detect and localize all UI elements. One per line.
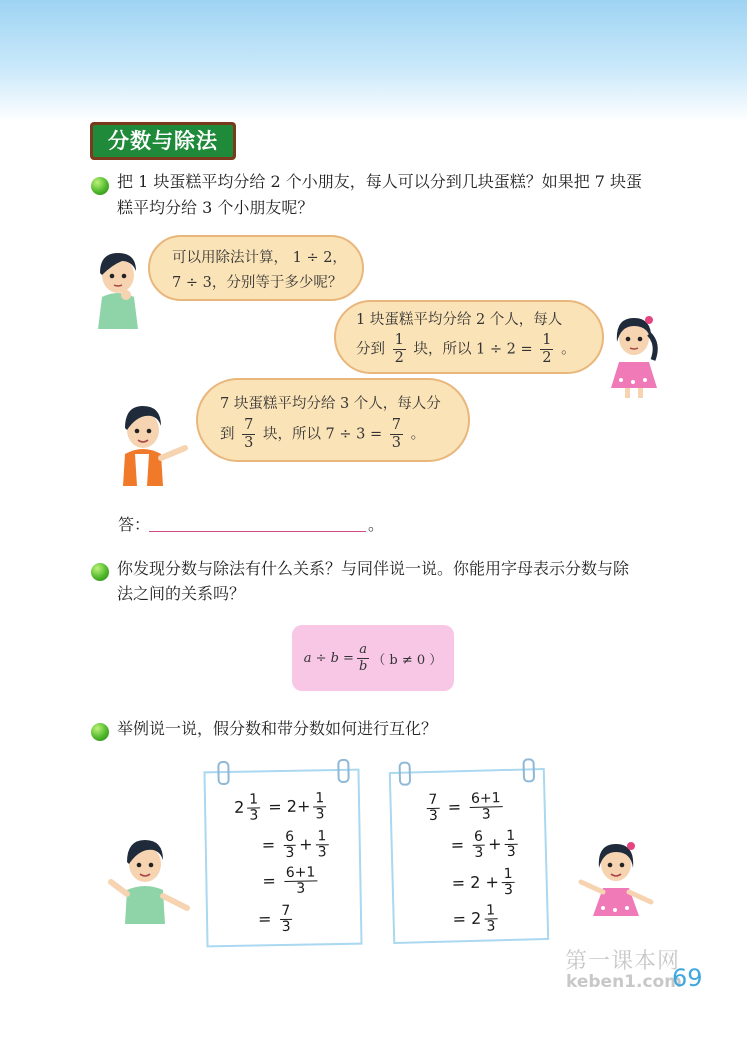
answer-label: 答：: [118, 515, 151, 534]
note-paper-right: [389, 768, 549, 944]
fraction-numerator: 1: [501, 867, 514, 883]
fraction: [501, 867, 515, 898]
watermark-url: keben1.com: [566, 972, 682, 992]
formula-fraction: [357, 642, 369, 675]
bubble2-line2: [356, 332, 576, 367]
question2-line1: 你发现分数与除法有什么关系？与同伴说一说。你能用字母表示分数与除: [117, 559, 630, 578]
boy-thinking-icon: [88, 245, 148, 329]
note-left-row1: [234, 791, 330, 824]
fraction: [283, 830, 296, 861]
fraction: [469, 791, 503, 823]
section-title-board: [90, 122, 236, 160]
fraction: [313, 791, 326, 822]
bubble3-line1: 7 块蛋糕平均分给 3 个人，每人分: [220, 396, 441, 412]
fraction-numerator: 1: [484, 903, 497, 919]
bubble3-pre: 到: [220, 426, 235, 443]
page-number: 69: [672, 964, 703, 992]
fraction-numerator: 7: [244, 417, 254, 433]
note-right-row4: [452, 903, 500, 935]
fraction-numerator: 1: [315, 829, 328, 845]
header-sky-band: [0, 0, 747, 122]
equals-sign: =: [268, 797, 282, 817]
fraction: [279, 904, 292, 935]
mixed-whole: 2: [470, 908, 482, 928]
fraction-denominator: 3: [296, 880, 306, 897]
note-left-row3: [262, 865, 321, 897]
fraction-denominator: 3: [503, 881, 514, 899]
bubble2-end: 。: [561, 341, 576, 358]
speech-bubble-3: [196, 378, 470, 462]
whole-plus: 2 +: [469, 872, 500, 892]
question2-line2: 法之间的关系吗？: [117, 584, 246, 603]
fraction-numerator: 1: [313, 791, 326, 807]
mixed-whole: 2: [233, 797, 245, 817]
fraction-numerator: 6: [283, 830, 296, 846]
fraction: [284, 865, 318, 897]
formula-denominator: b: [358, 658, 368, 674]
paperclip-icon: [217, 761, 229, 785]
equals-sign: =: [452, 909, 467, 929]
bullet-icon: [91, 723, 109, 741]
question1-line1: 把 1 块蛋糕平均分给 2 个小朋友，每人可以分到几块蛋糕？如果把 7 块蛋: [117, 172, 643, 191]
bullet-icon: [91, 563, 109, 581]
bubble2-fraction: [393, 332, 406, 367]
plus-sign: +: [299, 834, 313, 854]
bubble1-line1: 可以用除法计算， 1 ÷ 2，: [172, 250, 347, 266]
equals-sign: =: [261, 835, 276, 855]
bubble3-line2: [220, 417, 425, 452]
question1-line2: 糕平均分给 3 个小朋友呢？: [117, 198, 314, 217]
bubble3-mid: 块，所以 7 ÷ 3 =: [262, 426, 383, 443]
formula-numerator: a: [359, 641, 367, 657]
paperclip-icon: [337, 759, 349, 783]
fraction-numerator: 6+1: [284, 865, 318, 882]
speech-bubble-1: [148, 235, 364, 301]
fraction-denominator: 3: [285, 844, 295, 861]
girl-thinking-icon: [603, 308, 665, 400]
formula-left: a ÷ b =: [303, 650, 354, 666]
fraction: [426, 793, 440, 824]
fraction-numerator: 7: [426, 793, 439, 809]
fraction-denominator: 3: [428, 807, 439, 825]
fraction-numerator: 7: [279, 904, 292, 920]
fraction-denominator: 3: [317, 844, 327, 861]
bubble3-fraction-result: [390, 417, 403, 452]
fraction-numerator: 1: [394, 332, 404, 348]
fraction-denominator: 3: [249, 807, 259, 824]
section-title: 分数与除法: [93, 125, 233, 157]
answer-blank-line[interactable]: [149, 531, 366, 532]
fraction-denominator: 3: [506, 843, 516, 861]
speech-bubble-2: [334, 300, 604, 374]
note-right-row3: [451, 867, 518, 900]
bullet-icon: [91, 177, 109, 195]
fraction-denominator: 2: [394, 350, 404, 366]
fraction-numerator: 6+1: [469, 791, 503, 808]
equals-sign: =: [447, 797, 462, 817]
fraction-numerator: 1: [247, 792, 260, 808]
boy-pointing-icon: [115, 398, 195, 486]
note-paper-left: [203, 769, 362, 948]
fraction: [315, 829, 328, 860]
fraction: [247, 792, 260, 823]
bubble2-mid: 块，所以 1 ÷ 2 =: [413, 341, 533, 358]
fraction-denominator: 3: [391, 435, 401, 451]
watermark-title: 第一课本网: [565, 949, 681, 974]
fraction-denominator: 2: [542, 350, 552, 366]
paperclip-icon: [522, 758, 535, 782]
bubble1-line2: 7 ÷ 3，分别等于多少呢？: [172, 275, 343, 291]
answer-end-mark: 。: [368, 515, 385, 534]
question3-text: 举例说一说，假分数和带分数如何进行互化？: [117, 719, 438, 738]
fraction-numerator: 1: [542, 332, 552, 348]
note-left-row2: [262, 829, 332, 861]
girl-explaining-icon: [575, 832, 657, 926]
plus-sign: +: [487, 834, 502, 854]
fraction-denominator: 3: [474, 844, 484, 861]
equals-sign: =: [257, 909, 272, 929]
fraction: [472, 830, 486, 861]
fraction-denominator: 3: [486, 918, 496, 935]
equals-sign: =: [450, 835, 465, 855]
fraction-denominator: 3: [481, 806, 491, 823]
bubble2-fraction-result: [540, 332, 553, 367]
fraction: [504, 829, 518, 860]
note-right-row1: [423, 791, 506, 824]
fraction-numerator: 7: [391, 417, 401, 433]
fraction-denominator: 3: [315, 806, 325, 823]
equals-sign: =: [451, 873, 466, 893]
note-left-row4: [258, 904, 296, 936]
formula-condition: （ b ≠ 0 ）: [372, 652, 443, 668]
whole-plus: 2+: [286, 796, 311, 816]
bubble2-pre: 分到: [356, 341, 385, 358]
equals-sign: =: [262, 871, 276, 891]
paperclip-icon: [399, 761, 412, 785]
fraction-denominator: 3: [281, 918, 291, 936]
bubble3-end: 。: [410, 426, 426, 443]
boy-explaining-icon: [105, 834, 195, 924]
bubble3-fraction: [242, 417, 255, 452]
fraction-numerator: 1: [504, 829, 517, 845]
note-right-row2: [450, 829, 521, 862]
fraction: [484, 903, 498, 934]
bubble2-line1: 1 块蛋糕平均分给 2 个人，每人: [356, 312, 563, 328]
fraction-denominator: 3: [244, 435, 254, 451]
fraction-numerator: 6: [472, 830, 485, 846]
formula-box: [292, 625, 454, 691]
